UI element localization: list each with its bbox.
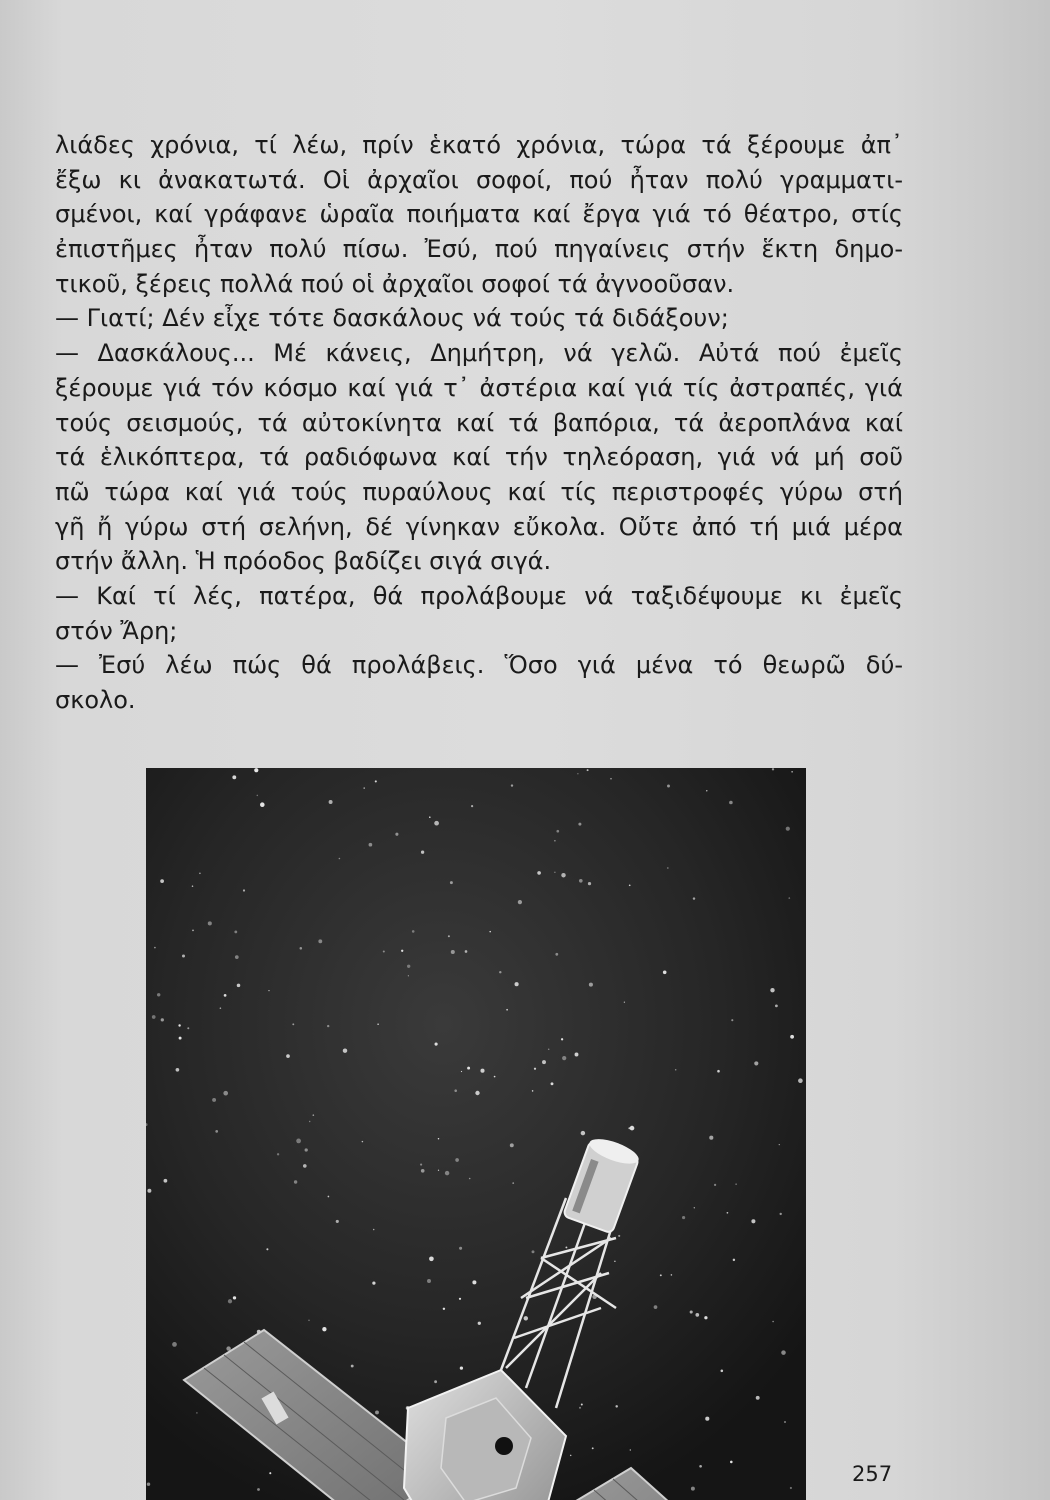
star [232,775,236,779]
star [614,1261,615,1262]
text-line: σκολο. [55,686,136,714]
star [706,790,707,791]
star [309,1121,310,1122]
star [434,821,439,826]
star [407,965,410,968]
star [329,800,333,804]
star [754,1061,758,1065]
star [542,1060,546,1064]
page-number: 257 [852,1462,893,1486]
star [588,882,591,885]
star [157,993,160,996]
star [160,879,164,883]
star [187,1027,189,1029]
star [228,1299,232,1303]
star [630,1126,635,1131]
star [610,778,612,780]
star [489,931,491,933]
text-line: τούς σεισμούς, τά αὐτοκίνητα καί τά βαπόρια, τά ἀεροπλάνα καί [55,408,903,437]
star [629,884,631,886]
star [443,1308,445,1310]
star [420,1164,422,1166]
star [208,921,212,925]
star [199,872,201,874]
text-line: ἐπιστῆμες ἦταν πολύ πίσω. Ἐσύ, πού πηγαίνεις στήν ἕκτη δημο- [55,235,903,264]
star [435,1043,438,1046]
star [717,1070,720,1073]
star [363,787,364,788]
text-line: — Γιατί; Δέν εἶχε τότε δασκάλους νά τούς τά διδάξουν; [55,304,729,333]
star [675,1069,677,1071]
star [455,1158,459,1162]
star [691,1487,695,1491]
star [561,873,565,877]
star [534,1068,536,1070]
star [445,1171,449,1175]
star [224,994,227,997]
star [791,771,793,773]
star [438,1170,439,1171]
star [465,950,468,953]
star [515,982,519,986]
star [478,1322,481,1325]
star [704,1316,707,1319]
star [587,769,589,771]
star [336,1220,339,1223]
star [721,1370,724,1373]
star [798,1078,803,1083]
star [459,1247,462,1250]
text-line: πῶ τώρα καί γιά τούς πυραύλους καί τίς περιστροφές γύρω στή [55,477,903,506]
star [154,947,156,949]
star [292,1023,294,1025]
star [362,1141,363,1142]
star [727,1212,729,1214]
star [235,955,239,959]
star [286,1054,290,1058]
star [615,1405,617,1407]
star [562,1056,566,1060]
star [581,1403,583,1405]
star [454,1089,457,1092]
star [772,768,774,770]
star [770,988,774,992]
text-line: ἔξω κι ἀνακατωτά. Οἱ ἀρχαῖοι σοφοί, πού ἦταν πολύ γραμματι- [55,165,903,194]
star [499,971,501,973]
star [579,879,583,883]
star [693,897,695,899]
star [277,1153,279,1155]
star [412,930,415,933]
star [421,851,424,854]
star [548,1049,550,1051]
star [579,1407,581,1409]
star [694,1207,695,1208]
star [215,1130,218,1133]
star [751,1219,755,1223]
star [512,1182,514,1184]
star [308,1320,310,1322]
text-line: γῆ ἤ γύρω στή σελήνη, δέ γίνηκαν εὔκολα. Οὔτε ἀπό τή μιά μέρα [55,512,903,541]
star [268,990,269,991]
star [790,1035,794,1039]
star [472,1280,476,1284]
star [781,1350,786,1355]
star [730,1461,733,1464]
star [220,1007,222,1009]
star [147,1482,150,1485]
text-line: — Καί τί λές, πατέρα, θά προλάβουμε νά ταξιδέψουμε κι ἐμεῖς [55,581,903,610]
star [786,827,790,831]
star [383,950,385,952]
text-line: ξέρουμε γιά τόν κόσμο καί γιά τ᾽ ἀστέρια καί γιά τίς ἀστραπές, γιά [55,373,903,402]
star [178,1024,180,1026]
star [429,1256,434,1261]
star [450,881,453,884]
star [618,1235,620,1237]
star [459,1298,461,1300]
text-line: τά ἑλικόπτερα, τά ραδιόφωνα καί τήν τηλεόραση, γιά νά μή σοῦ [55,443,903,472]
star [577,773,578,774]
star [254,768,258,772]
star [480,1069,484,1073]
star [705,1417,709,1421]
star [327,1025,329,1027]
star [322,1327,326,1331]
body-text [55,128,903,718]
star [510,1143,514,1147]
star [377,1023,378,1024]
star [313,1114,315,1116]
star [729,801,733,805]
star [375,1410,379,1414]
star [152,1015,156,1019]
text-line: σμένοι, καί γράφανε ὡραῖα ποιήματα καί ἔργα γιά τό θέατρο, στίς [55,200,903,229]
star [305,1148,308,1151]
star [555,953,558,956]
star [172,1342,177,1347]
star [375,780,377,782]
star [421,1169,425,1173]
star [469,1178,471,1180]
star [578,823,581,826]
star [532,1250,535,1253]
star [565,1246,567,1248]
star [372,1281,375,1284]
star [237,984,241,988]
star [699,1465,702,1468]
star [401,950,403,952]
star [511,784,513,786]
star [624,1002,625,1003]
star [518,900,522,904]
star [790,1487,792,1489]
star [471,805,473,807]
star [671,1274,673,1276]
star [257,1488,260,1491]
star [296,1139,301,1144]
star [234,930,237,933]
star [667,785,670,788]
star [772,1321,774,1323]
star [223,1091,228,1096]
star [570,1455,572,1457]
star [709,1136,713,1140]
star [192,885,194,887]
text-line: τικοῦ, ξέρεις πολλά πού οἱ ἀρχαῖοι σοφοί τά ἀγνοοῦσαν. [55,269,735,298]
star [179,1037,182,1040]
star [592,1447,594,1449]
text-line: στήν ἄλλη. Ἡ πρόοδος βαδίζει σιγά σιγά. [55,547,552,576]
star [300,947,303,950]
star [589,983,593,987]
star [660,1274,662,1276]
star [408,975,409,976]
star [373,1229,375,1231]
star [779,1144,780,1145]
star [494,1076,496,1078]
star [161,1018,164,1021]
star [192,930,194,932]
star [164,1179,168,1183]
satellite-photo [146,768,806,1500]
text-line: λιάδες χρόνια, τί λέω, πρίν ἑκατό χρόνια, τώρα τά ξέρουμε ἀπ᾽ [55,131,903,159]
star [561,1038,563,1040]
star [294,1180,297,1183]
star [756,1396,760,1400]
star [695,1313,699,1317]
star [506,1009,508,1011]
star [429,816,431,818]
star [176,1068,180,1072]
star [339,858,341,860]
star [260,802,265,807]
star [233,1296,236,1299]
star [667,867,669,869]
star [182,955,185,958]
star [243,889,245,891]
star [427,1279,431,1283]
star [682,1216,685,1219]
star [395,833,398,836]
star [212,1098,216,1102]
star [475,1091,479,1095]
star [654,1305,658,1309]
star [733,1259,735,1261]
star [575,1053,579,1057]
text-line: — Δασκάλους... Μέ κάνεις, Δημήτρη, νά γελῶ. Αὐτά πού ἐμεῖς [55,339,903,368]
star [551,1082,554,1085]
star [630,1449,631,1450]
star [524,1316,528,1320]
star [467,1067,470,1070]
star [460,1366,463,1369]
star [556,830,559,833]
star [537,871,541,875]
star [690,1310,693,1313]
star [735,1183,737,1185]
star [328,1196,330,1198]
star [343,1048,347,1052]
star [451,950,455,954]
star [438,1138,439,1139]
star [663,971,667,975]
star [369,843,373,847]
star [269,1472,271,1474]
text-line: — Ἐσύ λέω πώς θά προλάβεις. Ὅσο γιά μένα τό θεωρῶ δύ- [55,651,903,680]
text-line: στόν Ἄρη; [55,616,178,645]
star [196,1412,198,1414]
star [554,872,555,873]
star [434,1380,437,1383]
star [714,1184,716,1186]
star [303,1164,307,1168]
star [780,1213,782,1215]
star [351,1365,354,1368]
star [784,1421,786,1423]
star [448,935,450,937]
star [554,840,556,842]
star [147,1189,151,1193]
star [318,939,322,943]
star [266,1248,268,1250]
star [731,1019,733,1021]
star [581,1131,585,1135]
star [461,1071,462,1072]
star [532,1090,534,1092]
star [788,897,790,899]
star [775,1005,778,1008]
star [257,795,259,797]
